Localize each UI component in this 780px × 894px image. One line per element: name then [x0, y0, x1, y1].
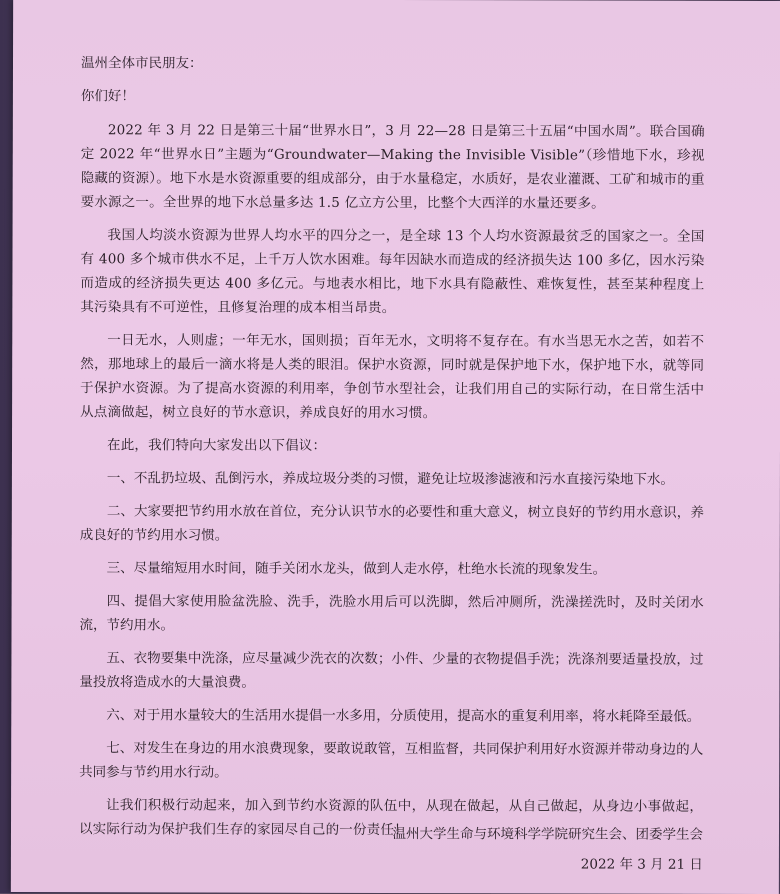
proposal-item-6: 六、对于用水量较大的生活用水提倡一水多用，分质使用，提高水的重复利用率，将水耗降至最低。 — [106, 707, 701, 725]
letter-body — [78, 53, 705, 873]
signature-date: 2022 年 3 月 21 日 — [580, 856, 703, 873]
proposal-item-2: 二、大家要把节约用水放在首位，充分认识节水的必要性和重大意义，树立良好的节约用水意识，养成良好的节约用水习惯。 — [79, 503, 704, 544]
proposal-item-1: 一、不乱扔垃圾、乱倒污水，养成垃圾分类的习惯，避免让垃圾渗滤液和污水直接污染地下水。 — [106, 470, 674, 488]
proposal-item-5: 五、衣物要集中洗涤，应尽量减少洗衣的次数；小件、少量的衣物提倡手洗；洗涤剂要适量投放，过量投放将造成水的大量浪费。 — [79, 650, 704, 691]
paragraph-water-shortage: 我国人均淡水资源为世界人均水平的四分之一，是全球 13 个人均水资源最贫乏的国家之一。全国有 400 多个城市供水不足，上千万人饮水困难。每年因缺水而造成的经济损失达 100 多亿，因水污染而造成的经济损失更达 400 多亿元。与地表水相比，地下水具有隐蔽性、难恢复性，甚至某种程度上其污染具有不可逆性，且修复治理的成本相当昂贵。 — [80, 227, 705, 316]
greeting: 你们好！ — [80, 88, 135, 105]
proposal-item-3: 三、尽量缩短用水时间，随手关闭水龙头，做到人走水停，杜绝水长流的现象发生。 — [106, 560, 607, 578]
signature-organization: 温州大学生命与环境科学学院研究生会、团委学生会 — [392, 825, 704, 843]
paragraph-protect-water: 一日无水，人则虚；一年无水，国则损；百年无水，文明将不复存在。有水当思无水之苦，如若不然，那地球上的最后一滴水将是人类的眼泪。保护水资源，同时就是保护地下水，保护地下水，就等同于保护水资源。为了提高水资源的利用率，争创节水型社会，让我们用自己的实际行动，在日常生活中从点滴做起，树立良好的节水意识，养成良好的用水习惯。 — [80, 332, 705, 422]
proposal-item-4: 四、提倡大家使用脸盆洗脸、洗手，洗脸水用后可以洗脚，然后冲厕所，洗澡搓洗时，及时关闭水流，节约用水。 — [79, 593, 704, 634]
paragraph-proposal-intro: 在此，我们特向大家发出以下倡议： — [106, 437, 327, 454]
closing-paragraph: 让我们积极行动起来，加入到节约水资源的队伍中，从现在做起，从自己做起，从身边小事做起，以实际行动为保护我们生存的家园尽自己的一份责任！ — [78, 797, 704, 839]
salutation: 温州全体市民朋友： — [80, 55, 203, 72]
paragraph-world-water-day: 2022 年 3 月 22 日是第三十届“世界水日”，3 月 22—28 日是第三十五届“中国水周”。联合国确定 2022 年“世界水日”主题为“Groundwater—Making the Invisible Visible”（珍惜地下水，珍视隐藏的资源）。地下水是水资源重要的组成部分，由于水量稳定，水质好，是农业灌溉、工矿和城市的重要水源之一。全世界的地下水总量多达 1.5 亿立方公里，比整个大西洋的水量还要多。 — [80, 122, 705, 212]
proposal-item-7: 七、对发生在身边的用水浪费现象，要敢说敢管，互相监督，共同保护利用好水资源并带动身边的人共同参与节约用水行动。 — [79, 740, 704, 781]
printed-letter-page — [11, 0, 780, 894]
